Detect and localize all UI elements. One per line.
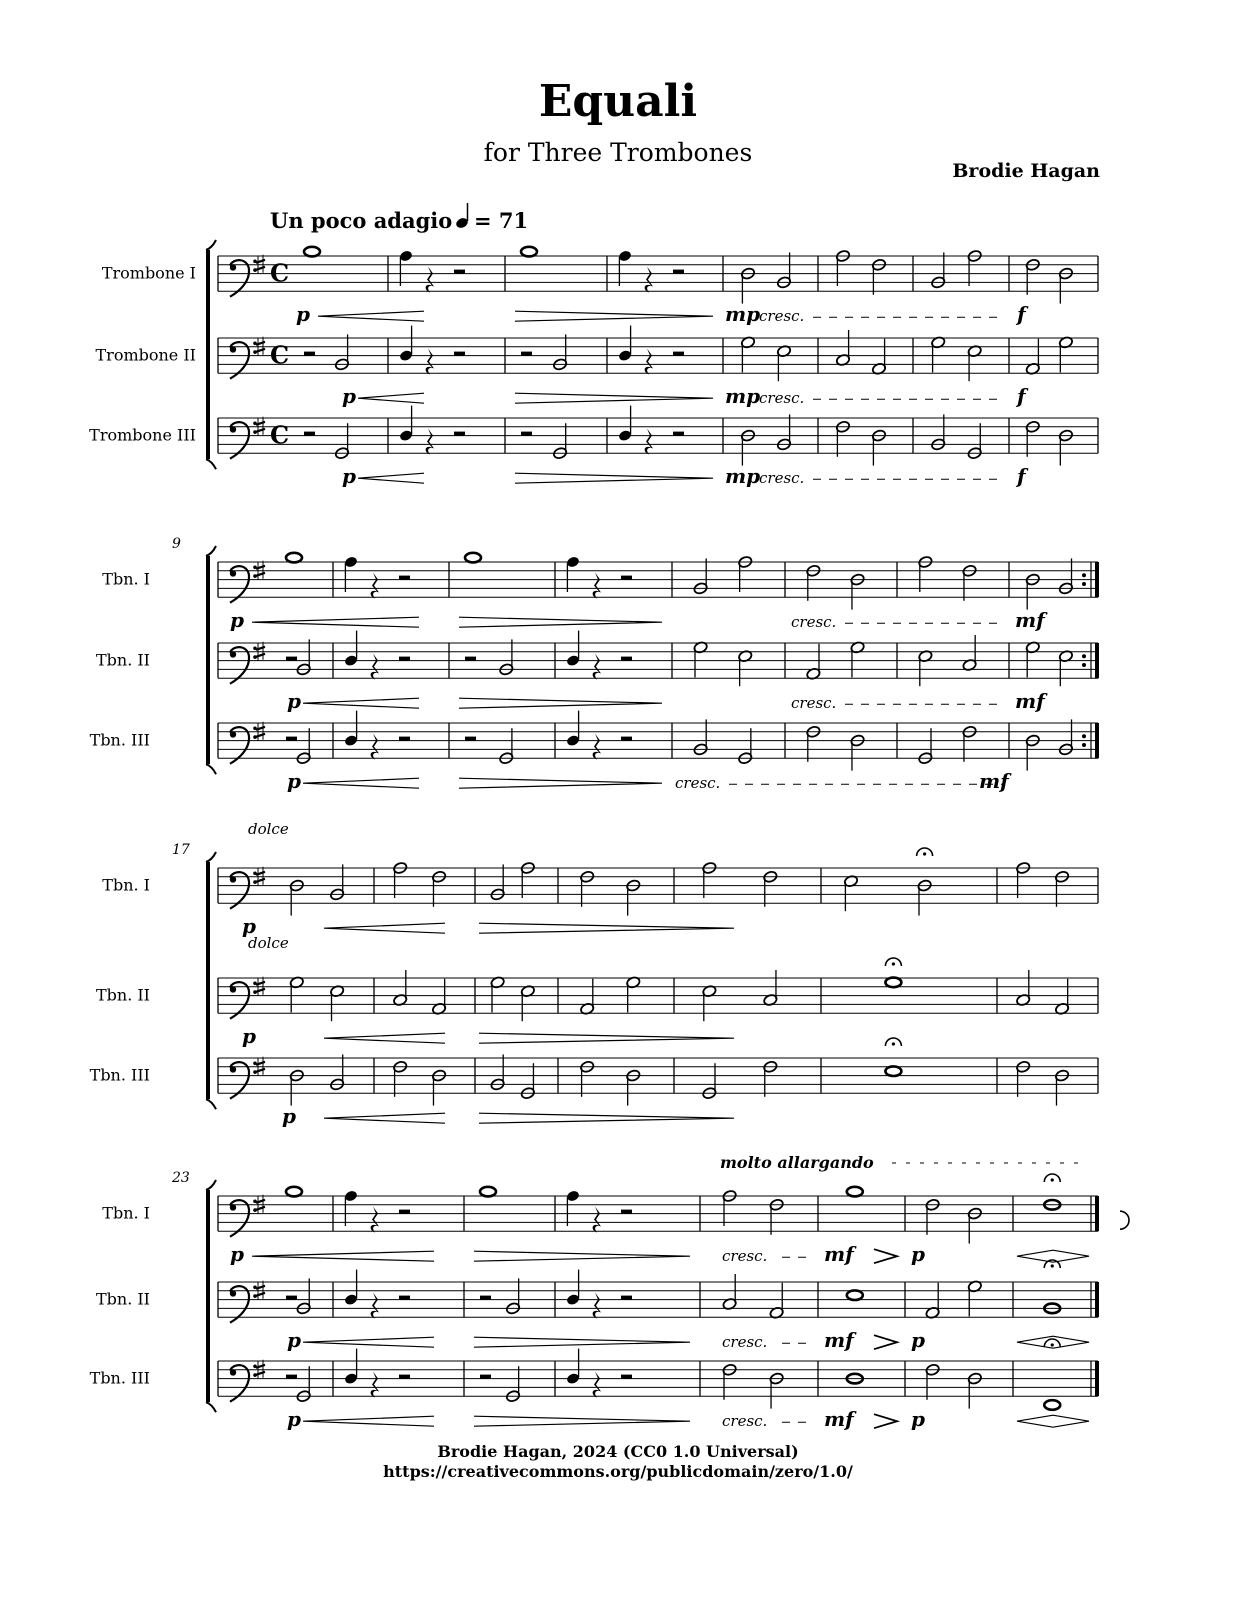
- half-rest: [399, 1296, 410, 1300]
- dynamic-p: p: [296, 302, 310, 327]
- instrument-label: Tbn. I: [102, 569, 150, 589]
- measure: [286, 1366, 311, 1403]
- crescendo-hairpin: [252, 1251, 434, 1261]
- half-rest: [454, 432, 465, 436]
- measure: [286, 639, 311, 676]
- decrescendo-hairpin: [479, 1033, 734, 1043]
- measure: [521, 423, 568, 460]
- clef-dot: [230, 1290, 236, 1296]
- accent-decrescendo: [874, 1249, 897, 1263]
- clef-dot: [230, 570, 236, 576]
- measure: [1025, 719, 1073, 770]
- whole-note: [847, 1187, 863, 1197]
- dynamic-p: p: [342, 464, 356, 489]
- staff: [96, 326, 1099, 409]
- quarter-rest: [426, 267, 434, 293]
- half-rest: [621, 657, 632, 661]
- tempo-text: Un poco adagio: [270, 208, 453, 233]
- bracket-bottom: [206, 1402, 216, 1412]
- quarter-note-icon: [455, 203, 470, 230]
- accent-decrescendo: [874, 1414, 897, 1428]
- half-rest: [399, 657, 410, 661]
- bracket-top: [206, 546, 216, 556]
- half-rest: [480, 1296, 491, 1300]
- cresc-text: cresc.: [759, 389, 805, 408]
- clef-dot: [230, 986, 236, 992]
- tempo-bpm: = 71: [474, 208, 529, 233]
- instrument-label: Tbn. I: [102, 1203, 150, 1223]
- whole-note: [847, 1290, 863, 1300]
- whole-note: [521, 247, 537, 257]
- dolce-text: dolce: [248, 934, 289, 952]
- thick-barline: [1095, 1196, 1099, 1231]
- decrescendo-hairpin: [479, 1113, 734, 1123]
- measure: [480, 1278, 521, 1315]
- quarter-rest: [371, 1372, 379, 1398]
- instrument-label: Trombone I: [101, 263, 196, 283]
- cresc-text: cresc.: [675, 774, 721, 793]
- system: [89, 240, 1098, 488]
- measure: [465, 639, 514, 676]
- whole-note: [304, 247, 320, 257]
- half-rest: [621, 737, 632, 741]
- instrument-label: Tbn. III: [89, 730, 150, 750]
- dynamic-p: p: [287, 689, 301, 714]
- measure: [618, 326, 684, 375]
- accent-decrescendo: [874, 1335, 897, 1349]
- measure: [393, 970, 447, 1015]
- measure: [286, 1278, 311, 1315]
- decrescendo-hairpin: [515, 473, 713, 483]
- half-rest: [621, 576, 632, 580]
- cresc-text: cresc.: [759, 469, 805, 488]
- whole-note: [465, 553, 481, 563]
- cresc-text: cresc.: [791, 613, 837, 632]
- thick-barline: [1095, 643, 1099, 678]
- measure: [566, 1270, 632, 1319]
- measure: [344, 1270, 410, 1319]
- quarter-rest: [593, 1372, 601, 1398]
- score-subtitle: for Three Trombones: [483, 138, 753, 167]
- clef-dot: [230, 1204, 236, 1210]
- footer-line-1: Brodie Hagan, 2024 (CC0 1.0 Universal): [437, 1442, 799, 1461]
- system: [90, 1153, 1129, 1431]
- repeat-dot: [1082, 743, 1086, 747]
- dynamic-f: f: [1017, 464, 1026, 489]
- bracket-top: [206, 852, 216, 862]
- measure: [490, 976, 536, 1021]
- quarter-rest: [371, 1207, 379, 1233]
- crescendo-hairpin: [303, 698, 419, 708]
- dynamic-mf: mf: [979, 769, 1009, 794]
- crescendo-hairpin: [358, 393, 424, 403]
- half-rest: [286, 737, 297, 741]
- half-rest: [286, 657, 297, 661]
- system-bracket: [206, 1190, 210, 1402]
- half-rest: [621, 1375, 632, 1379]
- measure: [490, 861, 536, 901]
- decrescendo-hairpin: [474, 1416, 690, 1426]
- measure: [931, 249, 983, 289]
- staff: [90, 1038, 1098, 1128]
- dynamic-p: p: [242, 1024, 256, 1049]
- measure: [835, 330, 886, 375]
- half-rest: [454, 352, 465, 356]
- clef-dot: [230, 426, 236, 432]
- half-rest: [521, 432, 532, 436]
- score-title: Equali: [538, 76, 698, 127]
- fermata-dot: [923, 852, 926, 855]
- dynamic-p: p: [911, 1328, 925, 1353]
- clef-dot: [230, 1066, 236, 1072]
- measure: [740, 336, 791, 381]
- measure: [918, 725, 977, 765]
- clef-dot: [230, 346, 236, 352]
- measure: [399, 326, 465, 375]
- half-rest: [621, 1210, 632, 1214]
- crescendo-hairpin: [252, 617, 419, 627]
- dynamic-p: p: [287, 1328, 301, 1353]
- system: [90, 820, 1098, 1128]
- measure: [566, 1349, 632, 1398]
- dynamic-p: p: [230, 608, 244, 633]
- half-rest: [673, 352, 684, 356]
- decrescendo-hairpin: [474, 1337, 690, 1347]
- dynamic-p: p: [282, 1104, 296, 1129]
- cresc-text: cresc.: [722, 1412, 768, 1431]
- half-rest: [465, 657, 476, 661]
- measure: [465, 553, 481, 563]
- measure: [693, 641, 753, 686]
- quarter-rest: [593, 1207, 601, 1233]
- final-fermata-icon: [1120, 1211, 1129, 1229]
- thick-barline: [1095, 562, 1099, 597]
- crescendo-hairpin: [303, 778, 419, 788]
- half-rest: [673, 270, 684, 274]
- bracket-top: [206, 1180, 216, 1190]
- quarter-rest: [426, 349, 434, 375]
- half-rest: [673, 432, 684, 436]
- quarter-rest: [593, 654, 601, 680]
- measure: [740, 414, 791, 465]
- measure: [286, 728, 311, 765]
- decrescendo-hairpin: [479, 923, 734, 933]
- common-time-icon: C: [270, 340, 290, 370]
- staff: [96, 1260, 1099, 1352]
- clef-dot: [230, 731, 236, 737]
- dolce-text: dolce: [248, 820, 289, 838]
- fermata-dot: [892, 962, 895, 965]
- thick-barline: [1095, 723, 1099, 758]
- quarter-rest: [645, 267, 653, 293]
- crescendo-hairpin: [324, 1033, 445, 1043]
- fermata-dot: [1051, 1264, 1054, 1267]
- measure: [740, 252, 791, 303]
- dynamic-p: p: [342, 384, 356, 409]
- quarter-rest: [645, 349, 653, 375]
- dynamic-mp: mp: [725, 302, 761, 327]
- measure: [1044, 1174, 1060, 1210]
- measure: [1025, 641, 1073, 686]
- measure: [286, 1187, 302, 1197]
- decrescendo-hairpin: [459, 778, 662, 788]
- instrument-label: Trombone II: [95, 345, 196, 365]
- measure: [885, 1038, 901, 1076]
- whole-note: [286, 1187, 302, 1197]
- bracket-bottom: [206, 1099, 216, 1109]
- instrument-label: Tbn. II: [95, 985, 150, 1005]
- measure: [847, 1187, 863, 1197]
- half-rest: [399, 1210, 410, 1214]
- dynamic-p: p: [230, 1242, 244, 1267]
- fermata-dot: [1051, 1178, 1054, 1181]
- staff: [102, 247, 1098, 326]
- measure: [344, 711, 410, 760]
- crescendo-hairpin: [303, 1416, 434, 1426]
- dynamic-mp: mp: [725, 464, 761, 489]
- measure: [1025, 558, 1073, 609]
- repeat-dot: [1082, 582, 1086, 586]
- quarter-rest: [371, 1293, 379, 1319]
- whole-note: [286, 553, 302, 563]
- repeat-dot: [1082, 654, 1086, 658]
- measure: [304, 247, 320, 257]
- measure: [702, 1060, 778, 1100]
- staff: [90, 1339, 1099, 1431]
- dynamic-mf: mf: [1015, 608, 1045, 633]
- measure: [286, 553, 302, 563]
- half-rest: [621, 1296, 632, 1300]
- crescendo-hairpin: [303, 1337, 434, 1347]
- dynamic-p: p: [911, 1242, 925, 1267]
- dynamic-mf: mf: [1015, 689, 1045, 714]
- clef-dot: [230, 1369, 236, 1375]
- thick-barline: [1095, 1282, 1099, 1317]
- measure: [885, 958, 901, 987]
- footer-license-url[interactable]: https://creativecommons.org/publicdomain/zero/1.0/: [383, 1462, 853, 1481]
- fermata-dot: [892, 1042, 895, 1045]
- bracket-bottom: [206, 459, 216, 469]
- measure: [289, 864, 345, 915]
- fermata-dot: [1051, 1343, 1054, 1346]
- measure: [344, 1349, 410, 1398]
- repeat-dot: [1082, 734, 1086, 738]
- half-rest: [286, 1296, 297, 1300]
- measure-number: 9: [172, 536, 181, 552]
- dynamic-f: f: [1017, 302, 1026, 327]
- measure: [1044, 1339, 1060, 1410]
- measure: [399, 406, 465, 455]
- instrument-label: Tbn. II: [95, 650, 150, 670]
- measure: [847, 1290, 863, 1300]
- measure: [566, 631, 632, 680]
- dynamic-mf: mf: [824, 1407, 854, 1432]
- staff: [102, 1174, 1099, 1266]
- staff: [90, 711, 1099, 794]
- system-bracket: [206, 556, 210, 764]
- repeat-dot: [1082, 663, 1086, 667]
- quarter-rest: [593, 1293, 601, 1319]
- decrescendo-hairpin: [515, 393, 713, 403]
- measure: [289, 1054, 345, 1105]
- measure-number: 17: [172, 842, 190, 858]
- decrescendo-hairpin: [459, 698, 662, 708]
- measure: [618, 406, 684, 455]
- repeat-dot: [1082, 573, 1086, 577]
- clef-dot: [230, 876, 236, 882]
- system-bracket: [206, 250, 210, 459]
- whole-note: [480, 1187, 496, 1197]
- cresc-text: cresc.: [722, 1333, 768, 1352]
- half-rest: [399, 1375, 410, 1379]
- dynamic-f: f: [1017, 384, 1026, 409]
- common-time-icon: C: [270, 258, 290, 288]
- composer: Brodie Hagan: [952, 160, 1100, 182]
- measure: [480, 1366, 521, 1403]
- crescendo-hairpin: [324, 1113, 445, 1123]
- half-rest: [286, 1375, 297, 1379]
- half-rest: [465, 737, 476, 741]
- half-rest: [304, 432, 315, 436]
- staff: [96, 934, 1098, 1048]
- half-rest: [304, 352, 315, 356]
- measure: [521, 247, 537, 257]
- measure: [1044, 1260, 1060, 1313]
- measure: [566, 711, 632, 760]
- dynamic-p: p: [242, 914, 256, 939]
- half-rest: [480, 1375, 491, 1379]
- measure: [289, 976, 345, 1021]
- thick-barline: [1095, 1361, 1099, 1396]
- quarter-rest: [593, 573, 601, 599]
- crescendo-hairpin: [318, 311, 424, 321]
- system: [90, 536, 1099, 793]
- measure: [931, 336, 983, 381]
- whole-note: [1044, 1400, 1060, 1410]
- half-rest: [399, 576, 410, 580]
- molto-allargando-text: molto allargando: [720, 1153, 874, 1172]
- quarter-rest: [426, 429, 434, 455]
- cresc-text: cresc.: [759, 307, 805, 326]
- measure: [1016, 970, 1070, 1015]
- staff: [102, 553, 1099, 632]
- common-time-icon: C: [270, 420, 290, 450]
- instrument-label: Tbn. III: [89, 1368, 150, 1388]
- instrument-label: Trombone III: [89, 425, 196, 445]
- clef-dot: [230, 651, 236, 657]
- decrescendo-hairpin: [474, 1251, 690, 1261]
- quarter-rest: [371, 573, 379, 599]
- dynamic-p: p: [287, 769, 301, 794]
- bracket-top: [206, 240, 216, 250]
- quarter-rest: [371, 654, 379, 680]
- system-bracket: [206, 862, 210, 1099]
- clef-dot: [230, 264, 236, 270]
- crescendo-hairpin: [358, 473, 424, 483]
- half-rest: [521, 352, 532, 356]
- measure-number: 23: [172, 1170, 190, 1186]
- measure: [521, 334, 568, 371]
- measure: [693, 555, 753, 595]
- dynamic-mf: mf: [824, 1242, 854, 1267]
- measure: [722, 1274, 784, 1319]
- quarter-rest: [593, 734, 601, 760]
- measure: [304, 423, 350, 460]
- quarter-rest: [645, 429, 653, 455]
- measure: [480, 1187, 496, 1197]
- cresc-text: cresc.: [722, 1247, 768, 1266]
- instrument-label: Tbn. II: [95, 1289, 150, 1309]
- staff: [89, 406, 1098, 489]
- messa-di-voce-hairpin: [1017, 1415, 1089, 1427]
- half-rest: [454, 270, 465, 274]
- bracket-bottom: [206, 764, 216, 774]
- decrescendo-hairpin: [515, 311, 713, 321]
- measure: [304, 334, 350, 371]
- decrescendo-hairpin: [459, 617, 662, 627]
- dynamic-p: p: [287, 1407, 301, 1432]
- instrument-label: Tbn. III: [89, 1065, 150, 1085]
- staff: [102, 820, 1098, 938]
- dynamic-p: p: [911, 1407, 925, 1432]
- whole-note: [885, 1066, 901, 1076]
- copyright-footer: [0, 1442, 1236, 1482]
- staff: [96, 631, 1099, 714]
- measure: [843, 848, 932, 916]
- instrument-label: Tbn. I: [102, 875, 150, 895]
- half-rest: [399, 737, 410, 741]
- dynamic-mp: mp: [725, 384, 761, 409]
- measure: [465, 728, 514, 765]
- dynamic-mf: mf: [824, 1328, 854, 1353]
- cresc-text: cresc.: [791, 694, 837, 713]
- whole-note: [885, 978, 901, 988]
- measure: [344, 631, 410, 680]
- quarter-rest: [371, 734, 379, 760]
- crescendo-hairpin: [324, 923, 445, 933]
